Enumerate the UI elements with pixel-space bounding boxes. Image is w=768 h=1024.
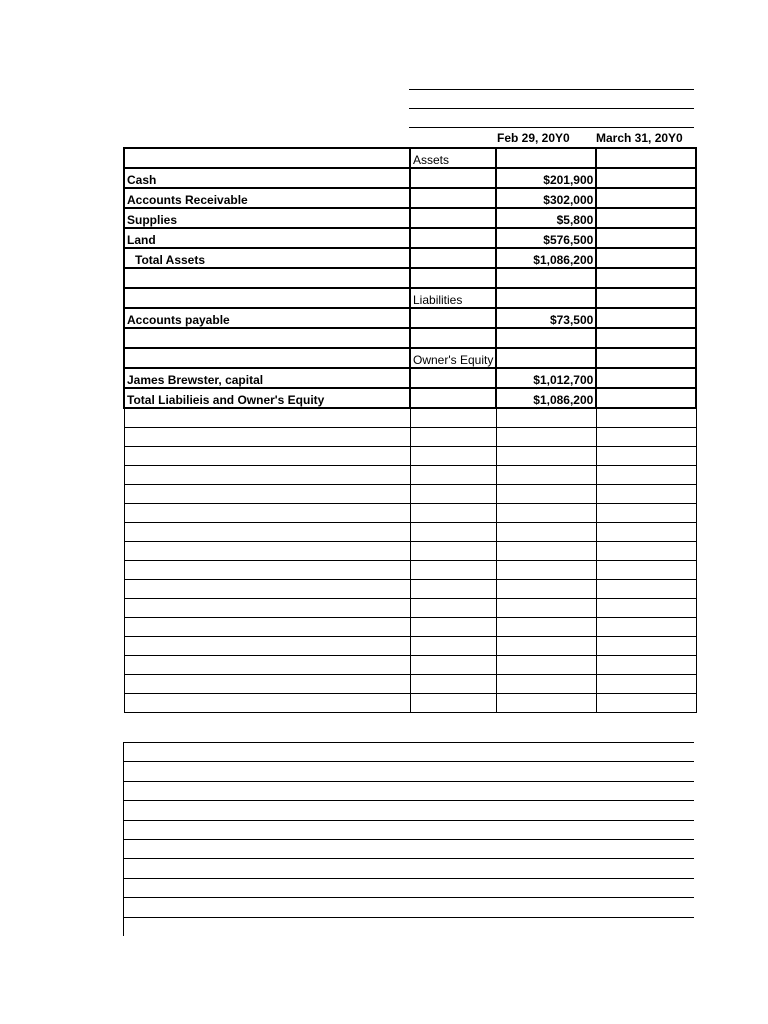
cell-empty[interactable]: [496, 694, 596, 713]
cell-empty[interactable]: [496, 485, 596, 504]
cell-empty[interactable]: [496, 656, 596, 675]
value-capital-mar[interactable]: [596, 368, 696, 388]
column-header-march: March 31, 20Y0: [596, 131, 683, 145]
value-supplies-mar[interactable]: [596, 208, 696, 228]
lower-grid-rule: [123, 839, 694, 840]
cell-empty[interactable]: [124, 599, 410, 618]
cell-empty[interactable]: [124, 348, 410, 368]
table-row: [124, 580, 696, 599]
table-row: [124, 504, 696, 523]
cell-empty[interactable]: [410, 580, 496, 599]
table-row: [124, 288, 696, 308]
cell-empty[interactable]: [124, 504, 410, 523]
table-row: [124, 188, 696, 208]
value-accounts-payable-mar[interactable]: [596, 308, 696, 328]
cell-empty[interactable]: [596, 561, 696, 580]
cell-empty[interactable]: [496, 523, 596, 542]
table-row: [124, 618, 696, 637]
cell-empty[interactable]: [496, 148, 596, 168]
lower-grid-rule: [123, 781, 694, 782]
lower-grid-rule: [123, 761, 694, 762]
table-row: [124, 599, 696, 618]
table-row: [124, 542, 696, 561]
value-total-liabilities-equity-feb[interactable]: $1,086,200: [496, 388, 596, 408]
table-row: [124, 694, 696, 713]
row-label-supplies[interactable]: Supplies: [124, 208, 410, 228]
row-label-total-assets[interactable]: Total Assets: [124, 248, 410, 268]
cell-empty[interactable]: [410, 675, 496, 694]
cell-empty[interactable]: [596, 328, 696, 348]
table-row: [124, 168, 696, 188]
table-row: [124, 561, 696, 580]
header-rule-2: [409, 108, 694, 109]
cell-empty[interactable]: [410, 368, 496, 388]
cell-empty[interactable]: [496, 466, 596, 485]
cell-empty[interactable]: [496, 599, 596, 618]
cell-empty[interactable]: [124, 542, 410, 561]
cell-empty[interactable]: [410, 447, 496, 466]
value-capital-feb[interactable]: $1,012,700: [496, 368, 596, 388]
cell-empty[interactable]: [596, 466, 696, 485]
row-label-accounts-receivable[interactable]: Accounts Receivable: [124, 188, 410, 208]
value-accounts-receivable-mar[interactable]: [596, 188, 696, 208]
cell-empty[interactable]: [496, 561, 596, 580]
cell-empty[interactable]: [124, 561, 410, 580]
section-liabilities[interactable]: Liabilities: [410, 288, 496, 308]
header-rule-1: [409, 89, 694, 90]
cell-empty[interactable]: [596, 148, 696, 168]
column-header-feb: Feb 29, 20Y0: [497, 131, 570, 145]
cell-empty[interactable]: [496, 675, 596, 694]
cell-empty[interactable]: [596, 504, 696, 523]
cell-empty[interactable]: [410, 523, 496, 542]
cell-empty[interactable]: [410, 485, 496, 504]
cell-empty[interactable]: [124, 428, 410, 447]
table-row: [124, 368, 696, 388]
cell-empty[interactable]: [124, 656, 410, 675]
lower-grid-rule: [123, 858, 694, 859]
cell-empty[interactable]: [410, 268, 496, 288]
cell-empty[interactable]: [124, 288, 410, 308]
cell-empty[interactable]: [496, 268, 596, 288]
cell-empty[interactable]: [410, 408, 496, 428]
cell-empty[interactable]: [410, 504, 496, 523]
value-total-liabilities-equity-mar[interactable]: [596, 388, 696, 408]
cell-empty[interactable]: [596, 428, 696, 447]
cell-empty[interactable]: [596, 348, 696, 368]
cell-empty[interactable]: [410, 168, 496, 188]
cell-empty[interactable]: [124, 694, 410, 713]
lower-grid-rule: [123, 878, 694, 879]
table-row: [124, 328, 696, 348]
table-row: [124, 428, 696, 447]
cell-empty[interactable]: [496, 408, 596, 428]
cell-empty[interactable]: [596, 637, 696, 656]
table-row: [124, 268, 696, 288]
cell-empty[interactable]: [496, 348, 596, 368]
value-total-assets-mar[interactable]: [596, 248, 696, 268]
cell-empty[interactable]: [596, 542, 696, 561]
cell-empty[interactable]: [410, 694, 496, 713]
lower-grid-rule: [123, 742, 694, 743]
table-row: [124, 637, 696, 656]
cell-empty[interactable]: [410, 599, 496, 618]
cell-empty[interactable]: [410, 428, 496, 447]
cell-empty[interactable]: [596, 485, 696, 504]
cell-empty[interactable]: [124, 408, 410, 428]
table-row: [124, 466, 696, 485]
cell-empty[interactable]: [596, 447, 696, 466]
cell-empty[interactable]: [410, 188, 496, 208]
table-row: [124, 656, 696, 675]
cell-empty[interactable]: [410, 328, 496, 348]
cell-empty[interactable]: [496, 542, 596, 561]
table-row: [124, 485, 696, 504]
table-row: [124, 447, 696, 466]
lower-grid-rule: [123, 917, 694, 918]
table-row: [124, 348, 696, 368]
table-row: [124, 408, 696, 428]
cell-empty[interactable]: [410, 248, 496, 268]
balance-sheet-table: [123, 147, 697, 713]
row-label-capital[interactable]: James Brewster, capital: [124, 368, 410, 388]
cell-empty[interactable]: [496, 580, 596, 599]
value-accounts-receivable-feb[interactable]: $302,000: [496, 188, 596, 208]
lower-grid-rule: [123, 800, 694, 801]
cell-empty[interactable]: [596, 268, 696, 288]
value-supplies-feb[interactable]: $5,800: [496, 208, 596, 228]
cell-empty[interactable]: [496, 447, 596, 466]
section-owners-equity[interactable]: Owner's Equity: [410, 348, 496, 368]
table-row: [124, 523, 696, 542]
blank-rows: [124, 408, 696, 713]
cell-empty[interactable]: [596, 599, 696, 618]
table-row: [124, 228, 696, 248]
value-cash-feb[interactable]: $201,900: [496, 168, 596, 188]
cell-empty[interactable]: [496, 618, 596, 637]
cell-empty[interactable]: [124, 466, 410, 485]
table-row: [124, 148, 696, 168]
cell-empty[interactable]: [124, 675, 410, 694]
cell-empty[interactable]: [124, 580, 410, 599]
cell-empty[interactable]: [410, 208, 496, 228]
cell-empty[interactable]: [596, 580, 696, 599]
value-land-feb[interactable]: $576,500: [496, 228, 596, 248]
cell-empty[interactable]: [410, 637, 496, 656]
value-total-assets-feb[interactable]: $1,086,200: [496, 248, 596, 268]
table-row: [124, 388, 696, 408]
row-label-cash[interactable]: Cash: [124, 168, 410, 188]
cell-empty[interactable]: [596, 408, 696, 428]
table-row: [124, 208, 696, 228]
table-row: [124, 308, 696, 328]
lower-grid-rule: [123, 820, 694, 821]
cell-empty[interactable]: [124, 618, 410, 637]
row-label-land[interactable]: Land: [124, 228, 410, 248]
table-row: [124, 675, 696, 694]
cell-empty[interactable]: [124, 328, 410, 348]
cell-empty[interactable]: [124, 148, 410, 168]
cell-empty[interactable]: [496, 288, 596, 308]
cell-empty[interactable]: [124, 485, 410, 504]
cell-empty[interactable]: [596, 675, 696, 694]
value-accounts-payable-feb[interactable]: $73,500: [496, 308, 596, 328]
cell-empty[interactable]: [410, 656, 496, 675]
value-land-mar[interactable]: [596, 228, 696, 248]
cell-empty[interactable]: [124, 268, 410, 288]
cell-empty[interactable]: [124, 637, 410, 656]
cell-empty[interactable]: [410, 542, 496, 561]
row-label-accounts-payable[interactable]: Accounts payable: [124, 308, 410, 328]
cell-empty[interactable]: [410, 388, 496, 408]
cell-empty[interactable]: [410, 561, 496, 580]
value-cash-mar[interactable]: [596, 168, 696, 188]
section-assets[interactable]: Assets: [410, 148, 496, 168]
cell-empty[interactable]: [596, 618, 696, 637]
row-label-total-liabilities-equity[interactable]: Total Liabilieis and Owner's Equity: [124, 388, 410, 408]
table-row: [124, 248, 696, 268]
header-rule-3: [409, 127, 694, 128]
cell-empty[interactable]: [410, 308, 496, 328]
cell-empty[interactable]: [496, 328, 596, 348]
cell-empty[interactable]: [596, 288, 696, 308]
cell-empty[interactable]: [410, 618, 496, 637]
cell-empty[interactable]: [124, 523, 410, 542]
cell-empty[interactable]: [124, 447, 410, 466]
cell-empty[interactable]: [410, 228, 496, 248]
cell-empty[interactable]: [596, 523, 696, 542]
cell-empty[interactable]: [596, 656, 696, 675]
cell-empty[interactable]: [410, 466, 496, 485]
cell-empty[interactable]: [496, 428, 596, 447]
cell-empty[interactable]: [496, 637, 596, 656]
lower-grid-rule: [123, 897, 694, 898]
cell-empty[interactable]: [596, 694, 696, 713]
cell-empty[interactable]: [496, 504, 596, 523]
